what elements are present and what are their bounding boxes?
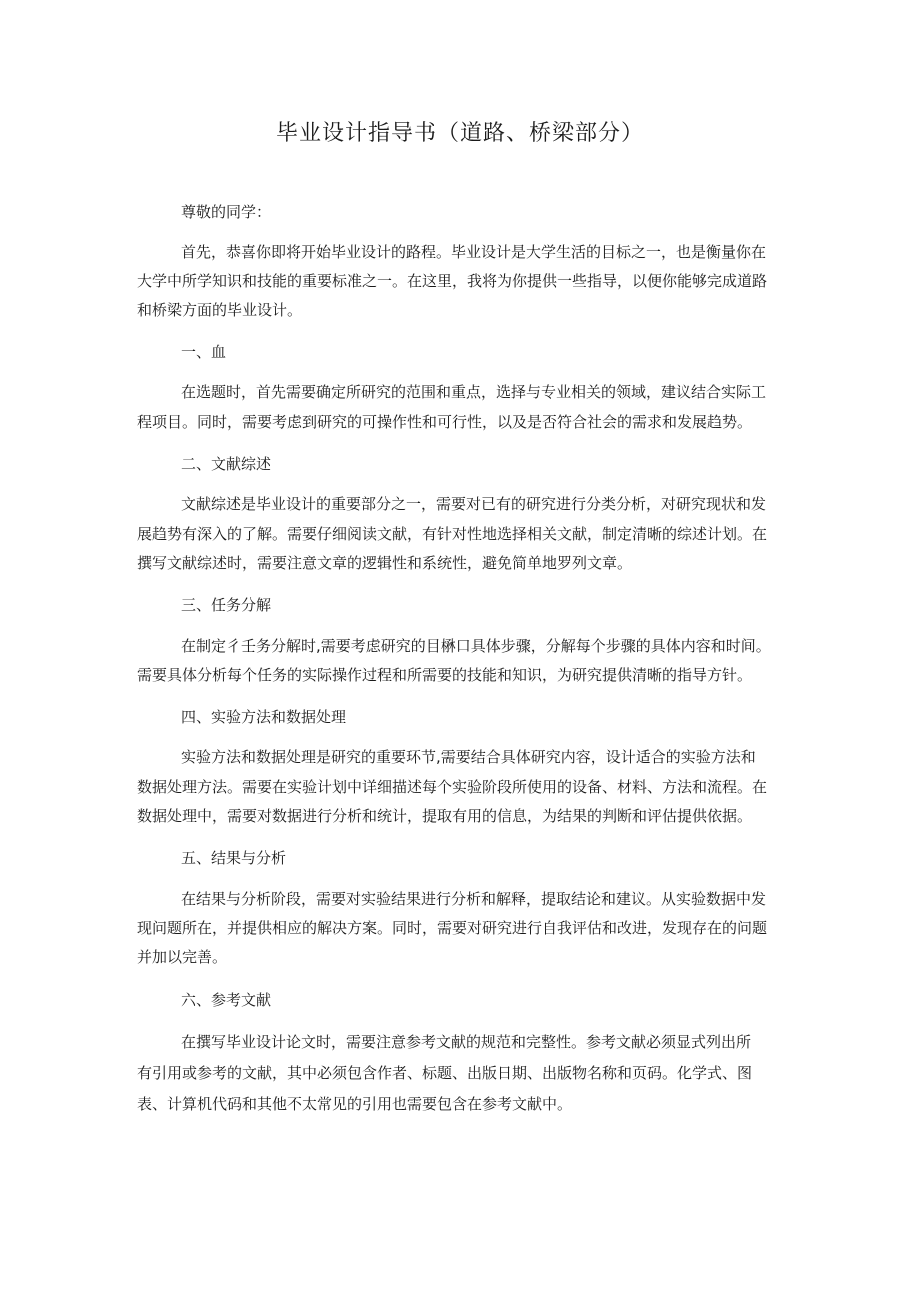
section-1-line-1: 在选题时，首先需要确定所研究的范围和重点，选择与专业相关的领域，建议结合实际工 [181,383,767,401]
section-2-line-2: 展趋势有深入的了解。需要仔细阅读文献，有针对性地选择相关文献，制定清晰的综述计划。在 [137,525,768,543]
section-3-line-1: 在制定彳壬务分解时,需要考虑研究的目楙口具体步骤，分解每个步骤的具体内容和时间。 [181,637,771,655]
section-6-line-2: 有引用或参考的文献，其中必须包含作者、标题、出版日期、出版物名称和页码。化学式、图 [137,1064,753,1082]
section-5-line-1: 在结果与分析阶段，需要对实验结果进行分析和解释，提取结论和建议。从实验数据中发 [181,890,767,908]
section-5-heading: 五、结果与分析 [181,849,287,867]
section-3-heading: 三、任务分解 [181,596,272,614]
greeting: 尊敬的同学： [181,203,272,221]
section-4-line-1: 实验方法和数据处理是研究的重要环节,需要结合具体研究内容，设计适合的实验方法和 [181,748,756,766]
section-6-line-1: 在撰写毕业设计论文时，需要注意参考文献的规范和完整性。参考文献必须显式列出所 [181,1033,752,1051]
section-5-line-3: 并加以完善。 [137,948,228,966]
intro-line-2: 大学中所学知识和技能的重要标准之一。在这里，我将为你提供一些指导，以便你能够完成道路 [137,272,768,290]
section-4-heading: 四、实验方法和数据处理 [181,708,347,726]
section-4-line-3: 数据处理中，需要对数据进行分析和统计，提取有用的信息，为结果的判断和评估提供依据。 [137,807,753,825]
section-3-line-2: 需要具体分析每个任务的实际操作过程和所需要的技能和知识，为研究提供清晰的指导方针。 [137,666,753,684]
section-2-line-1: 文献综述是毕业设计的重要部分之一，需要对已有的研究进行分类分析，对研究现状和发 [181,495,767,513]
section-5-line-2: 现问题所在，并提供相应的解决方案。同时，需要对研究进行自我评估和改进，发现存在的问题 [137,919,768,937]
section-2-heading: 二、文献综述 [181,455,272,473]
section-6-heading: 六、参考文献 [181,991,272,1009]
section-4-line-2: 数据处理方法。需要在实验计划中详细描述每个实验阶段所使用的设备、材料、方法和流程。在 [137,778,768,796]
section-1-heading: 一、血 [181,343,227,361]
document-title: 毕业设计指导书（道路、桥梁部分） [275,121,644,146]
intro-line-1: 首先，恭喜你即将开始毕业设计的路程。毕业设计是大学生活的目标之一，也是衡量你在 [181,243,767,261]
intro-line-3: 和桥梁方面的毕业设计。 [137,301,303,319]
section-1-line-2: 程项目。同时，需要考虑到研究的可操作性和可行性，以及是否符合社会的需求和发展趋势。 [137,413,753,431]
section-2-line-3: 撰写文献综述时，需要注意文章的逻辑性和系统性，避免简单地罗列文章。 [137,554,633,572]
section-6-line-3: 表、计算机代码和其他不太常见的引用也需要包含在参考文献中。 [137,1095,573,1113]
